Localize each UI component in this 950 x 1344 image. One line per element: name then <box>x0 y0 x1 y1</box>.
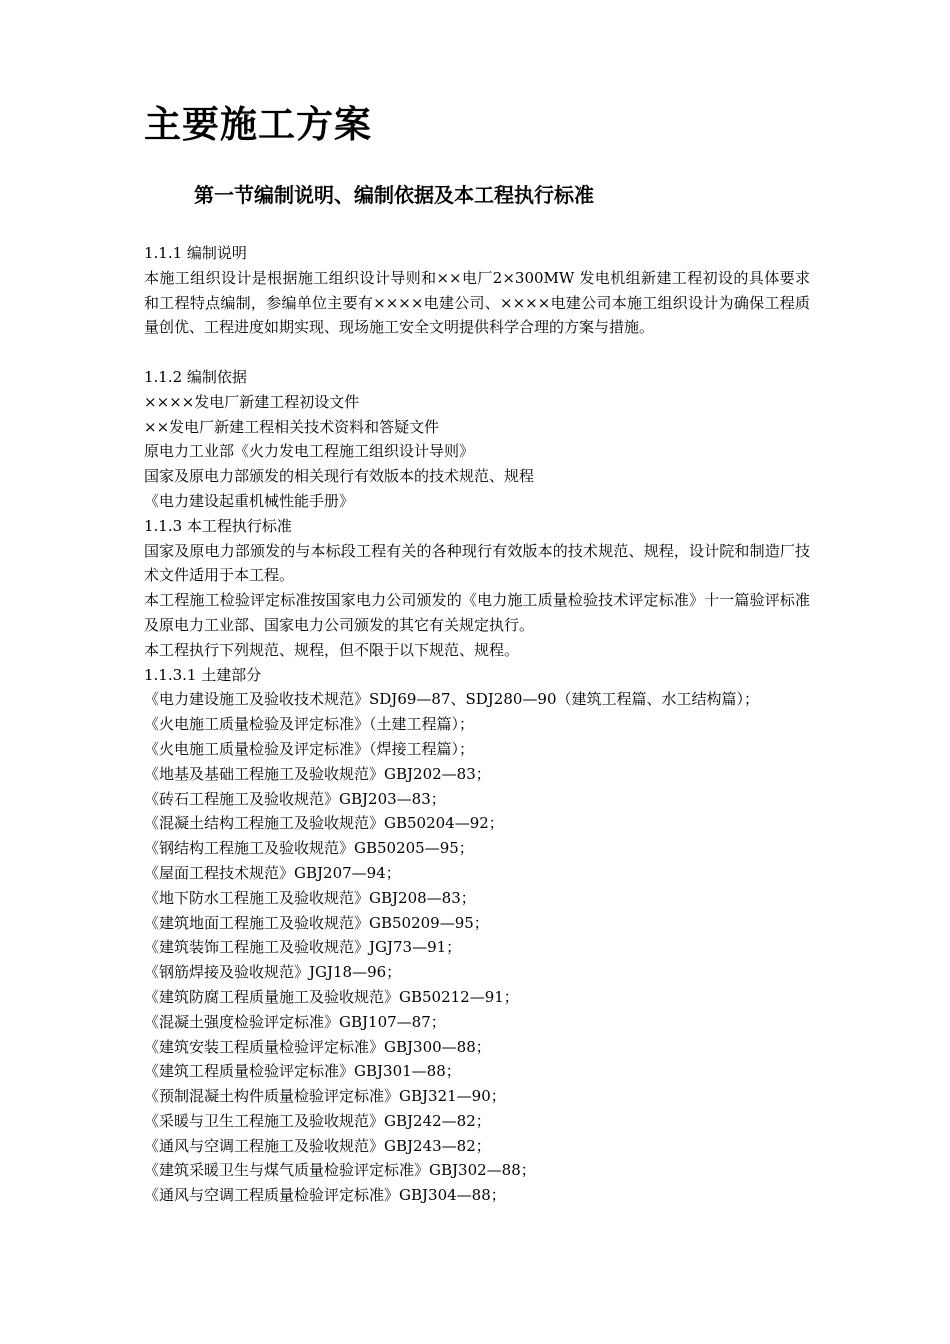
document-body <box>144 241 810 1208</box>
heading-1-1-2: 1.1.2 编制依据 <box>144 367 247 386</box>
standard-item: 《采暖与卫生工程施工及验收规范》GBJ242—82； <box>144 1111 491 1130</box>
standard-item: 《钢筋焊接及验收规范》JGJ18—96； <box>144 963 402 982</box>
standard-item: 《火电施工质量检验及评定标准》（焊接工程篇）； <box>144 739 475 758</box>
basis-item: 原电力工业部《火力发电工程施工组织设计导则》 <box>144 442 475 461</box>
heading-1-1-3: 1.1.3 本工程执行标准 <box>144 516 292 535</box>
standard-item: 《建筑工程质量检验评定标准》GBJ301—88； <box>144 1062 461 1081</box>
standard-item: 《通风与空调工程施工及验收规范》GBJ243—82； <box>144 1136 491 1155</box>
standard-item: 《建筑装饰工程施工及验收规范》JGJ73—91； <box>144 938 462 957</box>
standard-item: 《预制混凝土构件质量检验评定标准》GBJ321—90； <box>144 1087 506 1106</box>
basis-item: ××××发电厂新建工程初设文件 <box>144 392 360 411</box>
paragraph-preparation-notes: 本施工组织设计是根据施工组织设计导则和××电厂2×300MW 发电机组新建工程初设的具体要求和工程特点编制，参编单位主要有××××电建公司、××××电建公司本施工组织设计为确保工程质量创优、工程进度如期实现、现场施工安全文明提供科学合理的方案与措施。 <box>144 268 810 337</box>
standard-item: 《地基及基础工程施工及验收规范》GBJ202—83； <box>144 764 491 783</box>
paragraph-standards-list-intro: 本工程执行下列规范、规程，但不限于以下规范、规程。 <box>144 640 520 659</box>
heading-1-1-3-1: 1.1.3.1 土建部分 <box>144 665 262 684</box>
basis-item: 国家及原电力部颁发的相关现行有效版本的技术规范、规程 <box>144 467 535 486</box>
basis-item: ××发电厂新建工程相关技术资料和答疑文件 <box>144 417 440 436</box>
standard-item: 《火电施工质量检验及评定标准》（土建工程篇）； <box>144 715 475 734</box>
paragraph-standards-scope: 国家及原电力部颁发的与本标段工程有关的各种现行有效版本的技术规范、规程，设计院和制造厂技术文件适用于本工程。 <box>144 541 810 585</box>
standard-item: 《通风与空调工程质量检验评定标准》GBJ304—88； <box>144 1186 506 1205</box>
standard-item: 《建筑采暖卫生与煤气质量检验评定标准》GBJ302—88； <box>144 1161 536 1180</box>
paragraph-inspection-standards: 本工程施工检验评定标准按国家电力公司颁发的《电力施工质量检验技术评定标准》十一篇验评标准及原电力工业部、国家电力公司颁发的其它有关规定执行。 <box>144 591 810 634</box>
standard-item: 《屋面工程技术规范》GBJ207—94； <box>144 863 401 882</box>
standard-item: 《电力建设施工及验收技术规范》SDJ69—87、SDJ280—90（建筑工程篇、水工结构篇）； <box>144 690 760 709</box>
standard-item: 《混凝土结构工程施工及验收规范》GB50204—92； <box>144 814 504 833</box>
standard-item: 《砖石工程施工及验收规范》GBJ203—83； <box>144 789 446 808</box>
standard-item: 《建筑地面工程施工及验收规范》GB50209—95； <box>144 913 489 932</box>
standard-item: 《地下防水工程施工及验收规范》GBJ208—83； <box>144 888 476 907</box>
standard-item: 《建筑安装工程质量检验评定标准》GBJ300—88； <box>144 1037 491 1056</box>
document-title: 主要施工方案 <box>144 102 372 146</box>
standard-item: 《混凝土强度检验评定标准》GBJ107—87； <box>144 1012 446 1031</box>
standard-item: 《建筑防腐工程质量施工及验收规范》GB50212—91； <box>144 987 519 1006</box>
standard-item: 《钢结构工程施工及验收规范》GB50205—95； <box>144 839 474 858</box>
section-title: 第一节编制说明、编制依据及本工程执行标准 <box>194 183 594 207</box>
basis-item: 《电力建设起重机械性能手册》 <box>144 491 355 510</box>
heading-1-1-1: 1.1.1 编制说明 <box>144 244 247 262</box>
